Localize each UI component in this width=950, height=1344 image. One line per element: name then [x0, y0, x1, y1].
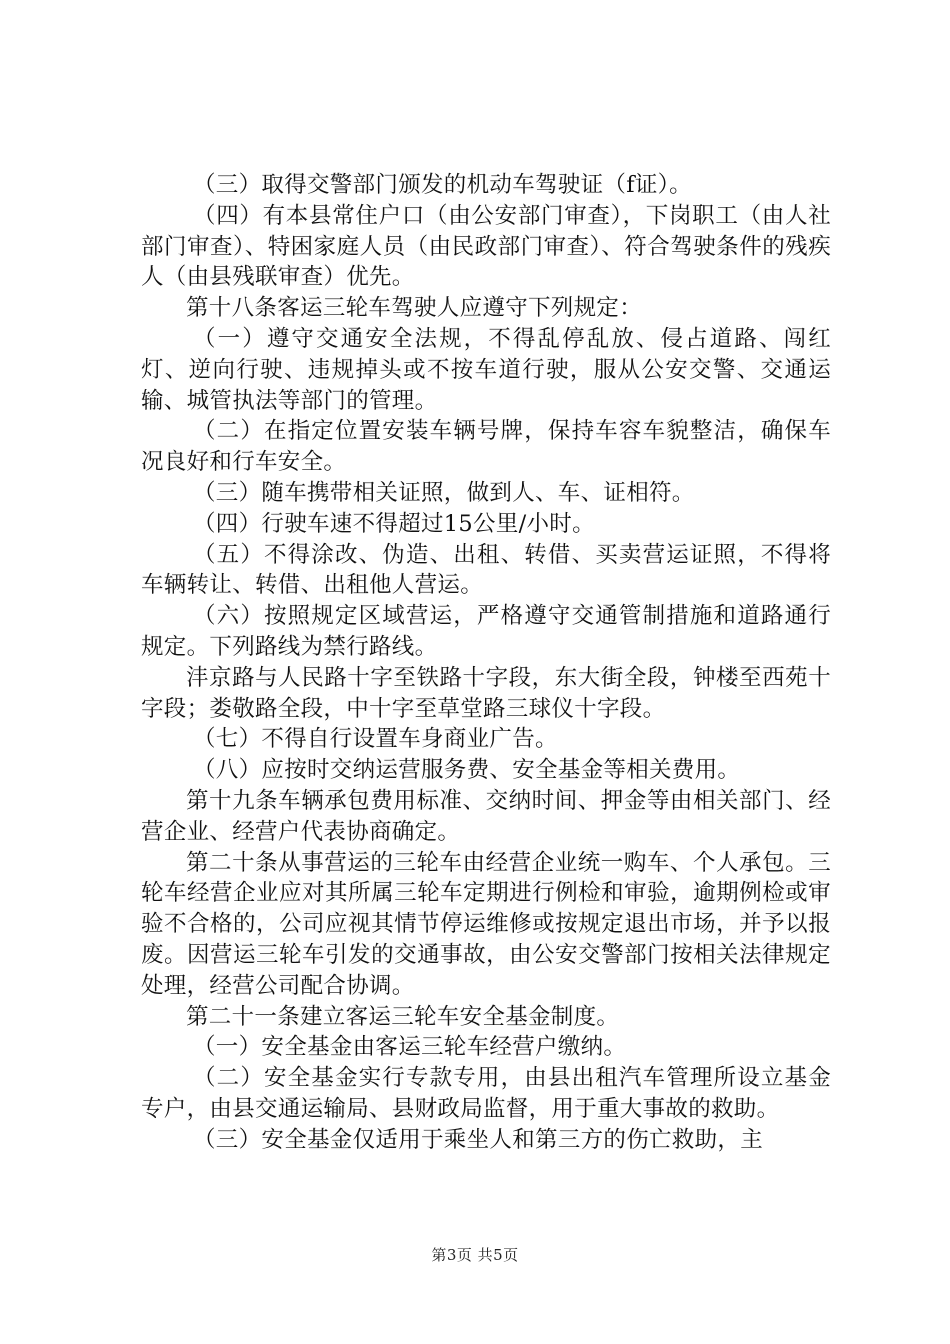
paragraph: （六）按照规定区域营运，严格遵守交通管制措施和道路通行规定。下列路线为禁行路线。	[141, 603, 831, 660]
paragraph: （一）遵守交通安全法规，不得乱停乱放、侵占道路、闯红灯、逆向行驶、违规掉头或不按车道行驶，服从公安交警、交通运输、城管执法等部门的管理。	[141, 325, 831, 414]
paragraph: （八）应按时交纳运营服务费、安全基金等相关费用。	[193, 757, 741, 784]
document-body	[141, 170, 831, 1156]
paragraph: 第二十条从事营运的三轮车由经营企业统一购车、个人承包。三轮车经营企业应对其所属三轮车定期进行例检和审验，逾期例检或审验不合格的，公司应视其情节停运维修或按规定退出市场，并予以报废。因营运三轮车引发的交通事故，由公安交警部门按相关法律规定处理，经营公司配合协调。	[141, 849, 831, 999]
paragraph: （三）安全基金仅适用于乘坐人和第三方的伤亡救助，主	[193, 1126, 764, 1153]
paragraph: （一）安全基金由客运三轮车经营户缴纳。	[193, 1034, 627, 1061]
paragraph: 第十八条客运三轮车驾驶人应遵守下列规定：	[186, 295, 643, 322]
page-number: 第3页 共5页	[431, 1246, 519, 1264]
paragraph: 第二十一条建立客运三轮车安全基金制度。	[186, 1003, 620, 1030]
paragraph: （三）取得交警部门颁发的机动车驾驶证（f证）。	[193, 172, 692, 198]
paragraph: 沣京路与人民路十字至铁路十字段，东大街全段，钟楼至西苑十字段；娄敬路全段，中十字至草堂路三球仪十字段。	[141, 664, 831, 722]
paragraph: （三）随车携带相关证照，做到人、车、证相符。	[193, 479, 695, 506]
paragraph: （二）安全基金实行专款专用，由县出租汽车管理所设立基金专户，由县交通运输局、县财政局监督，用于重大事故的救助。	[141, 1065, 831, 1122]
paragraph: （七）不得自行设置车身商业广告。	[193, 726, 558, 753]
paragraph: （四）有本县常住户口（由公安部门审查），下岗职工（由人社部门审查）、特困家庭人员（由民政部门审查）、符合驾驶条件的残疾人（由县残联审查）优先。	[141, 202, 831, 291]
paragraph: （四）行驶车速不得超过15公里/小时。	[193, 510, 595, 537]
paragraph: 第十九条车辆承包费用标准、交纳时间、押金等由相关部门、经营企业、经营户代表协商确定。	[141, 787, 831, 845]
paragraph: （二）在指定位置安装车辆号牌，保持车容车貌整洁，确保车况良好和行车安全。	[141, 418, 831, 476]
paragraph: （五）不得涂改、伪造、出租、转借、买卖营运证照，不得将车辆转让、转借、出租他人营运。	[141, 541, 831, 599]
